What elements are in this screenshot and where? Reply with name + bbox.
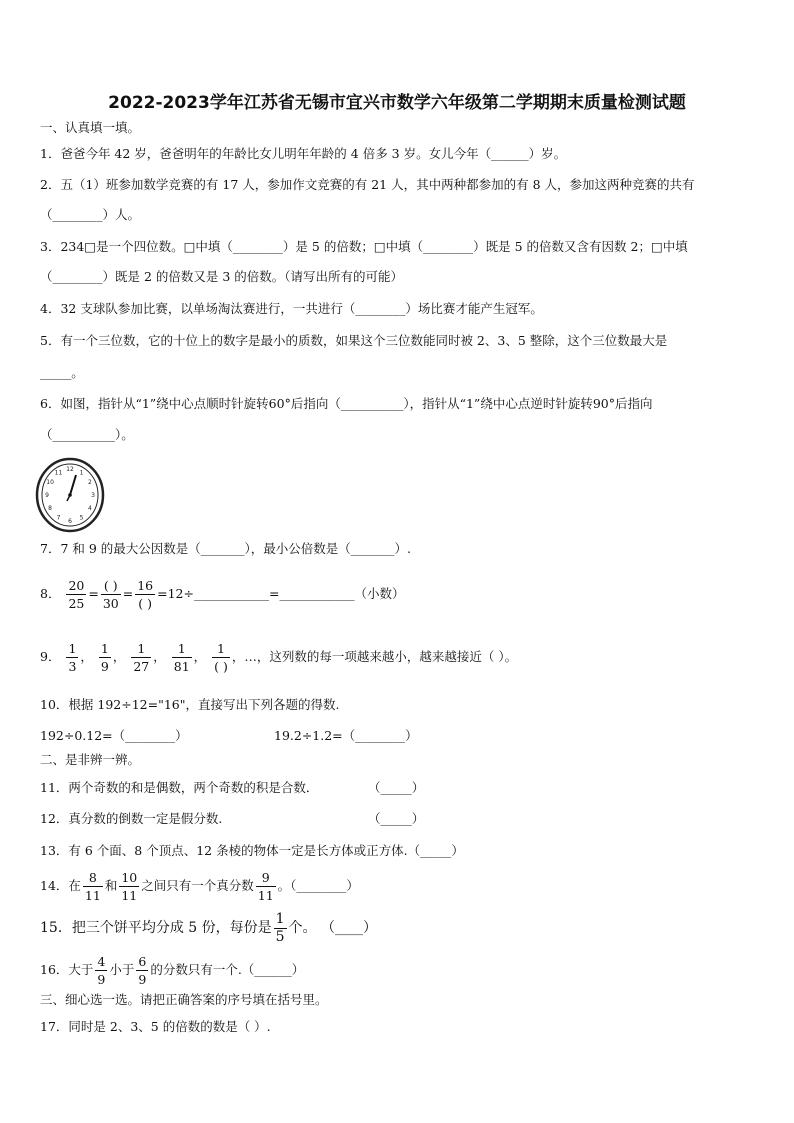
fraction-9-11 [256,869,276,904]
clock-number: 4 [87,505,92,512]
question-9-tail: ，…，这列数的每一项越来越小，越来越接近（ ）。 [231,649,518,664]
numerator: ( ) [101,577,121,595]
clock-number: 10 [46,479,54,486]
denominator: 11 [121,888,138,903]
question-9 [40,637,517,677]
clock-number: 5 [79,514,84,522]
fraction-1-5 [274,911,287,946]
clock-number: 1 [79,469,84,477]
question-14 [40,866,359,906]
numerator: 6 [138,954,147,969]
separator: ， [112,649,126,664]
question-15-tail: 个。 （____） [288,920,377,936]
question-8-number: 8． [40,586,61,601]
question-9-number: 9． [40,649,61,664]
question-16-tail: 的分数只有一个.（______） [150,962,305,977]
question-13: 13．有 6 个面、8 个顶点、12 条棱的物体一定是长方体或正方体.（_____） [40,843,464,858]
separator: ， [193,649,207,664]
question-2-line-2: （________）人。 [40,207,141,222]
question-3-line-2: （________）既是 2 的倍数又是 3 的倍数。（请写出所有的可能） [40,269,404,284]
clock-number: 3 [91,492,95,499]
separator: ， [80,649,93,664]
question-8 [40,574,404,614]
clock-figure [34,457,106,533]
question-11-answer: （_____） [368,780,425,795]
numerator: 1 [131,640,151,658]
question-6-line-2: （__________）。 [40,427,134,442]
denominator: 11 [257,888,274,903]
question-14-middle: 之间只有一个真分数 [141,878,254,893]
section-heading-1: 一、认真填一填。 [40,120,141,135]
question-11: 11．两个奇数的和是偶数，两个奇数的积是合数． [40,780,319,795]
denominator: 9 [97,972,106,987]
denominator: 81 [173,659,190,674]
question-16 [40,950,304,990]
question-15-text: 15．把三个饼平均分成 5 份，每份是 [40,920,272,936]
equals-sign: = [88,586,99,601]
question-15 [40,908,377,948]
denominator: 5 [275,928,285,945]
clock-number: 8 [48,505,53,512]
fraction-1-3 [66,640,78,675]
fraction-6-9 [136,953,148,988]
question-16-lead: 16．大于 [40,962,94,977]
fraction-10-11 [119,869,139,904]
clock-number: 11 [54,469,63,477]
fraction-blank-30 [101,577,121,612]
question-10-a: 192÷0.12=（________） [40,728,188,743]
fraction-1-9 [99,640,111,675]
denominator: ( ) [214,659,228,674]
numerator: 10 [121,870,138,885]
fraction-8-11 [83,869,103,904]
question-5-line-2: _____。 [40,365,84,380]
numerator: 1 [172,640,192,658]
denominator: 9 [100,659,109,674]
denominator: 27 [133,659,150,674]
question-10: 10．根据 192÷12="16"，直接写出下列各题的得数. [40,697,340,712]
denominator: 25 [68,596,85,611]
denominator: 30 [102,596,119,611]
question-4: 4．32 支球队参加比赛，以单场淘汰赛进行，一共进行（________）场比赛才能产生冠军。 [40,301,543,316]
numerator: 1 [100,641,109,656]
question-14-lead: 14．在 [40,878,81,893]
question-12-answer: （_____） [368,811,425,826]
fraction-4-9 [95,953,107,988]
page-title: 2022-2023学年江苏省无锡市宜兴市数学六年级第二学期期末质量检测试题 [108,93,686,113]
numerator: 16 [137,578,154,593]
fraction-1-81 [172,640,192,675]
question-10-b: 19.2÷1.2=（________） [274,728,418,743]
question-7: 7．7 和 9 的最大公因数是（_______），最小公倍数是（_______）. [40,541,412,556]
fraction-1-27 [131,640,151,675]
denominator: 9 [138,972,147,987]
section-heading-3: 三、细心选一选。请把正确答案的序号填在括号里。 [40,992,328,1007]
denominator: ( ) [138,596,153,611]
question-8-tail: =12÷____________=____________（小数） [157,586,405,601]
question-14-and: 和 [104,878,118,893]
numerator: 1 [212,640,230,658]
clock-number: 9 [45,492,49,499]
numerator: 8 [83,869,103,887]
fraction-20-25 [66,577,86,612]
fraction-16-blank [135,577,155,612]
section-heading-2: 二、是非辨一辨。 [40,752,141,767]
question-17: 17．同时是 2、3、5 的倍数的数是（ ）. [40,1019,271,1034]
question-1: 1．爸爸今年 42 岁，爸爸明年的年龄比女儿明年年龄的 4 倍多 3 岁。女儿今年（______）岁。 [40,146,567,161]
clock-number: 6 [68,518,72,525]
question-5-line-1: 5．有一个三位数，它的十位上的数字是最小的质数，如果这个三位数能同时被 2、3、5 整除，这个三位数最大是 [40,333,668,348]
clock-number: 7 [56,514,61,522]
question-12: 12．真分数的倒数一定是假分数. [40,811,223,826]
clock-number: 12 [66,466,74,473]
numerator: 9 [256,869,276,887]
numerator: 4 [97,954,106,969]
numerator: 20 [68,578,85,593]
fraction-1-blank [212,640,230,675]
question-16-less-than: 小于 [109,962,135,977]
numerator: 1 [68,641,77,656]
denominator: 3 [68,659,77,674]
clock-number: 2 [87,479,92,486]
question-2-line-1: 2．五（1）班参加数学竞赛的有 17 人，参加作文竞赛的有 21 人，其中两种都参加的有 8 人，参加这两种竞赛的共有 [40,177,695,192]
numerator: 1 [275,910,285,927]
denominator: 11 [84,888,101,903]
question-6-line-1: 6．如图，指针从“1”绕中心点顺时针旋转60°后指向（__________），指针从“1”绕中心点逆时针旋转90°后指向 [40,396,653,411]
equals-sign: = [122,586,134,601]
question-3-line-1: 3．234□是一个四位数。□中填（________）是 5 的倍数；□中填（________）既是 5 的倍数又含有因数 2；□中填 [40,239,688,254]
question-14-tail: 。（________） [277,878,359,893]
separator: ， [153,649,166,664]
